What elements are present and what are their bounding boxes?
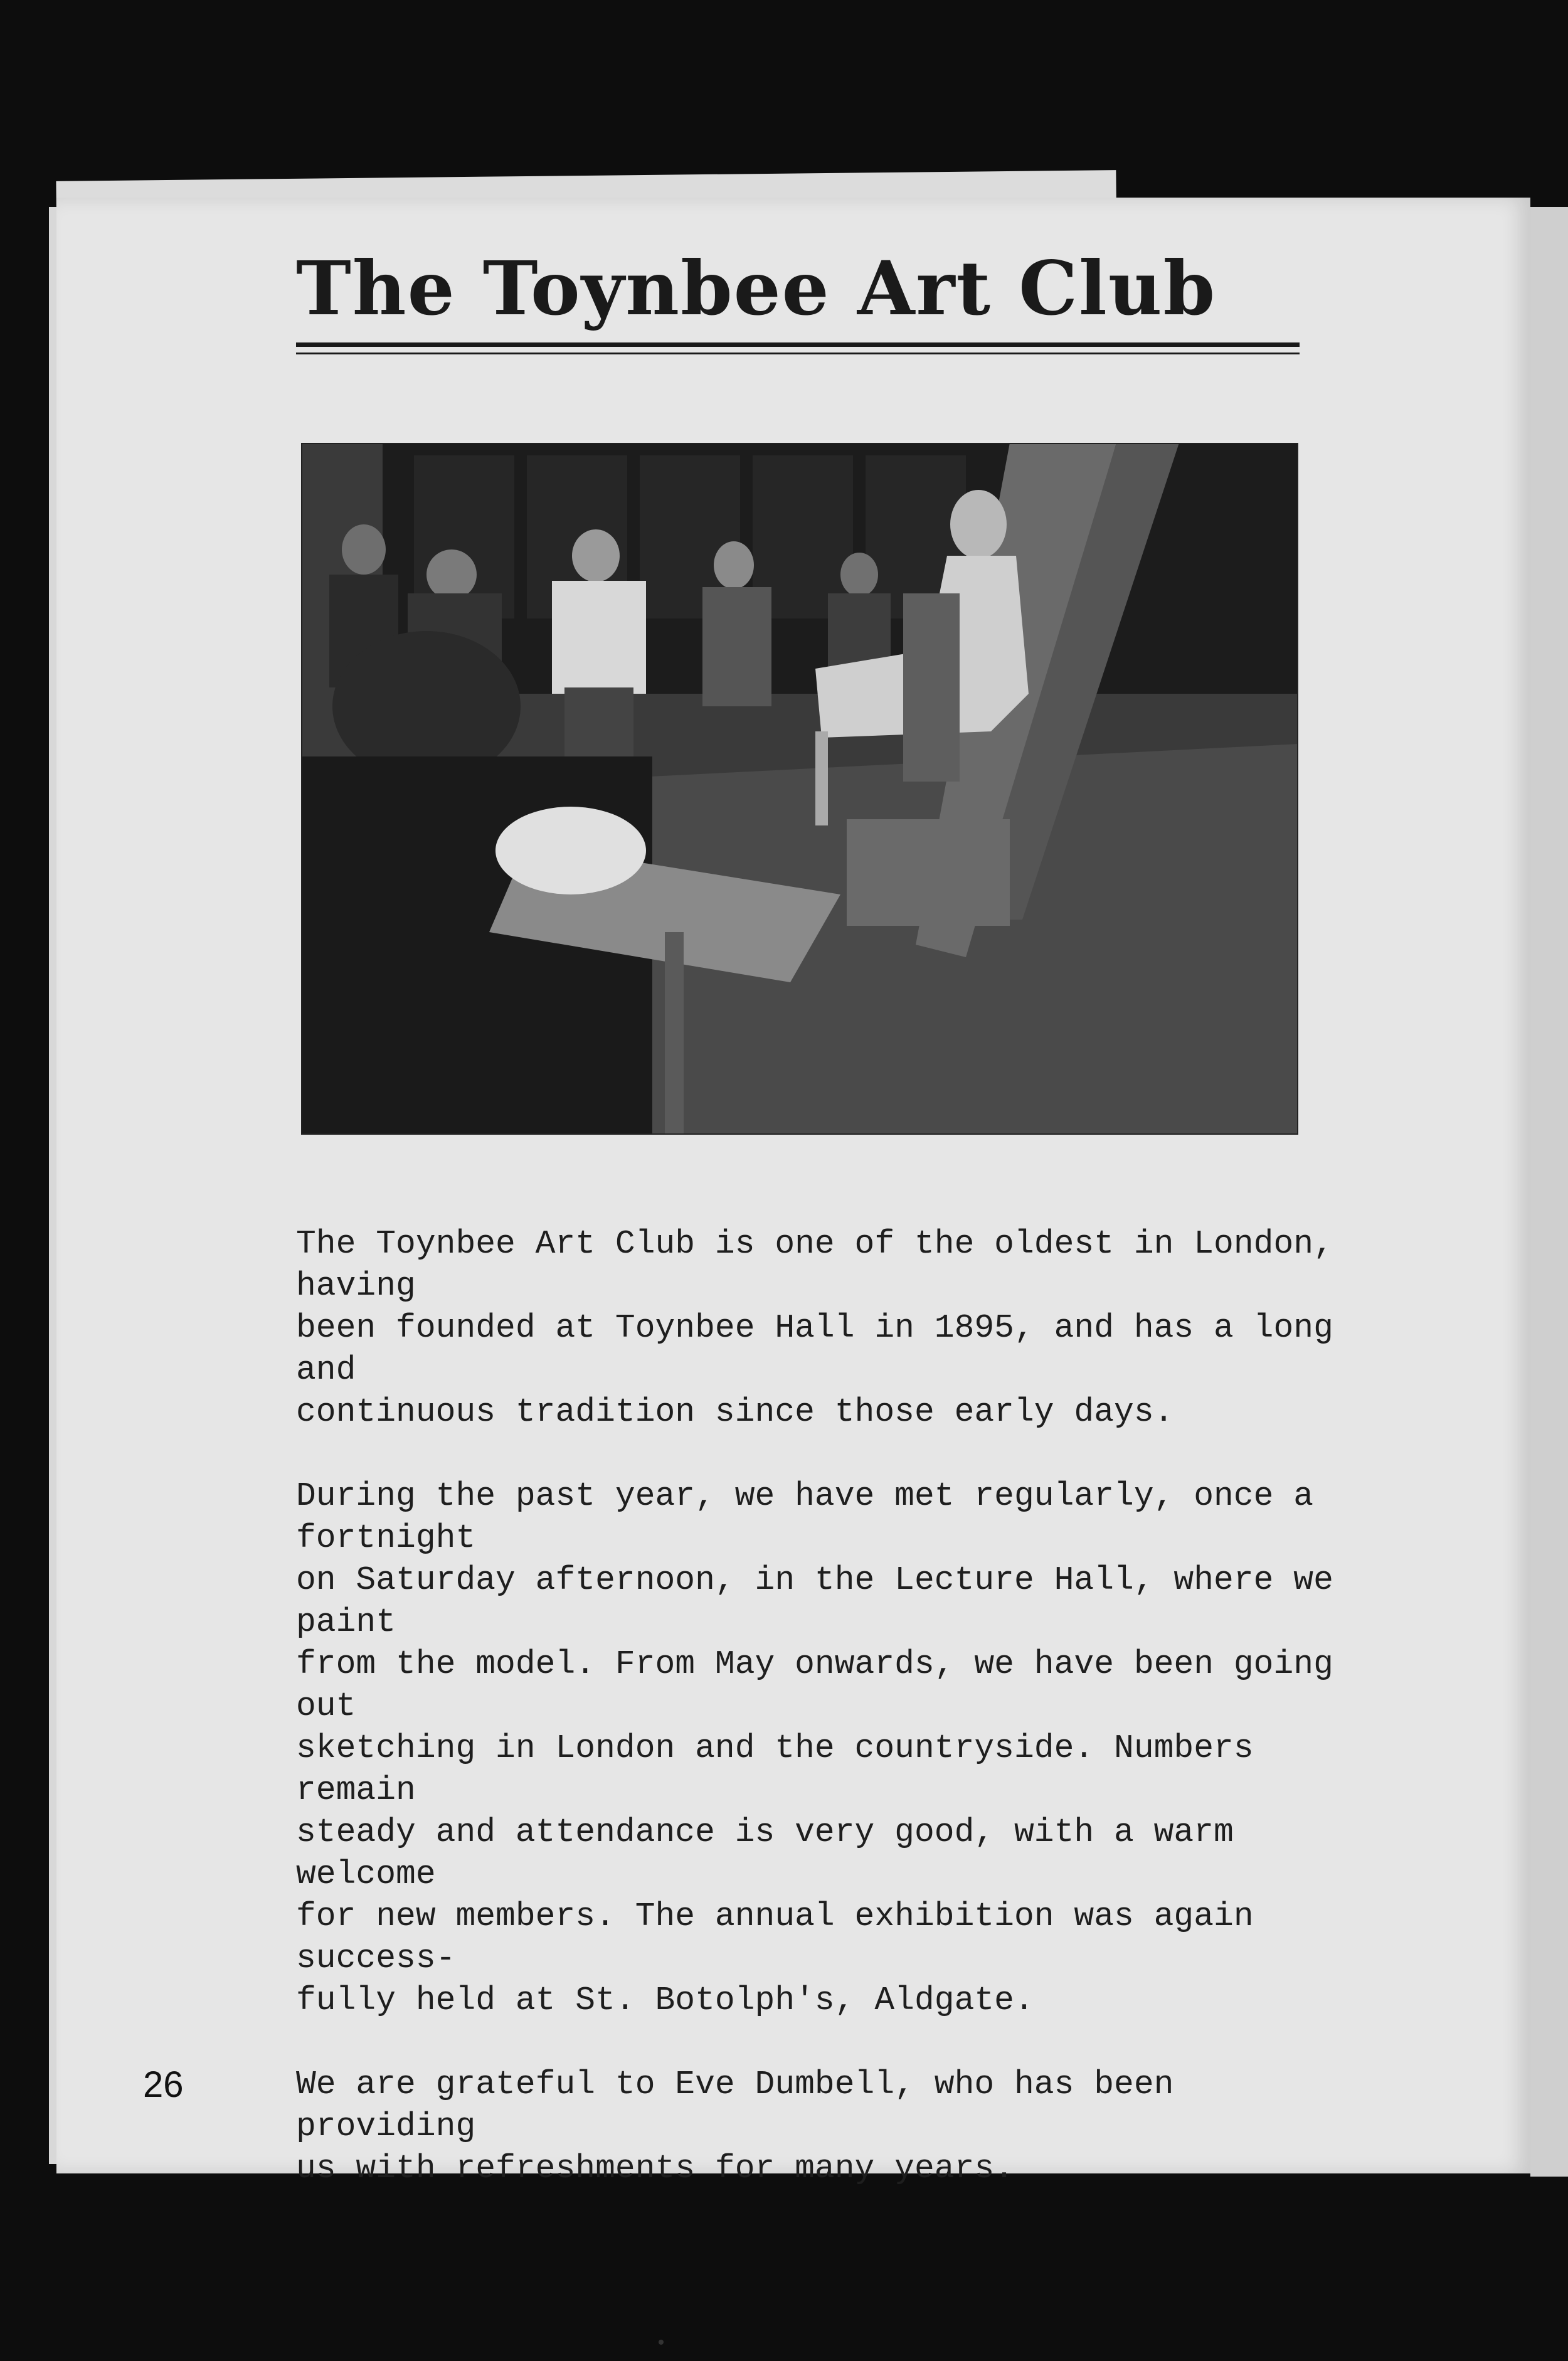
article-body <box>296 1223 1362 2232</box>
title-rule-thin <box>296 353 1300 354</box>
facing-page-edge <box>1530 207 1568 2177</box>
paragraph-history: The Toynbee Art Club is one of the oldest in London, having been founded at Toynbee Hall in 1895, and has a long and continuous tradition since those early days. <box>296 1225 1333 1431</box>
page-title: The Toynbee Art Club <box>296 245 1217 332</box>
title-rule-thick <box>296 342 1300 347</box>
art-class-photo-icon <box>301 443 1298 1135</box>
paragraph-activities: During the past year, we have met regularly, once a fortnight on Saturday afternoon, in the Lecture Hall, where we paint from the model. From May onwards, we have been going out sketching in London and the countryside. Numbers remain steady and attendance is very good, with a warm welcome for new members. The annual exhibition was again success- fully held at St. Botolph's, Aldgate. <box>296 1477 1333 2019</box>
page-number: 26 <box>143 2064 184 2105</box>
decorative-dot <box>659 2340 664 2345</box>
paragraph-thanks: We are grateful to Eve Dumbell, who has been providing us with refreshments for many years. <box>296 2066 1174 2187</box>
